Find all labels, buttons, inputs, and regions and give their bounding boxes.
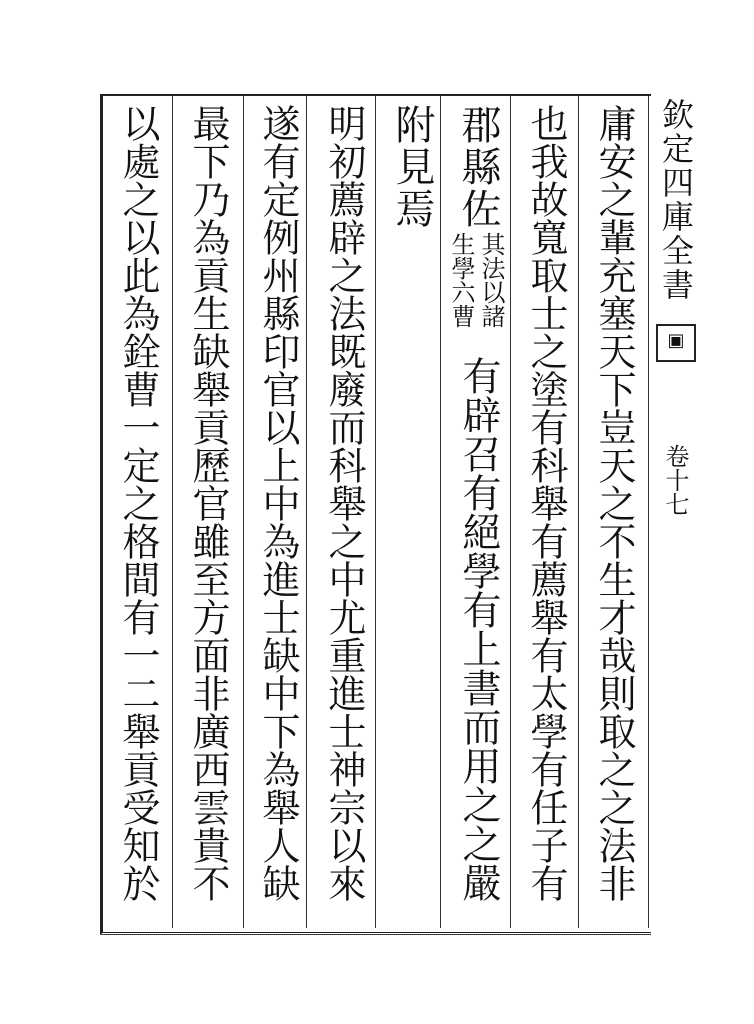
- text-column-3-head: 郡縣佐: [455, 104, 501, 230]
- column-rule: [578, 96, 579, 928]
- text-column-4: 附見焉: [389, 104, 435, 230]
- text-column-7: 最下乃為貢生缺舉貢歷官雖至方面非廣西雲貴不: [186, 104, 230, 902]
- text-column-1: 庸安之輩充塞天下豈天之不生才哉則取之之法非: [592, 104, 636, 902]
- column-rule: [375, 96, 376, 928]
- column-rule: [648, 96, 649, 928]
- column-rule: [510, 96, 511, 928]
- bottom-border-decoration: [100, 934, 650, 939]
- text-column-6: 遂有定例州縣印官以上中為進士缺中下為舉人缺: [256, 104, 300, 902]
- column-rule: [243, 96, 244, 928]
- book-title: 欽定四庫全書: [657, 98, 695, 302]
- annotation-line-2: 生學六曹: [447, 232, 475, 328]
- seal-stamp: ▣: [656, 324, 696, 362]
- text-column-2: 也我故寬取士之塗有科舉有薦舉有太學有任子有: [524, 104, 568, 902]
- text-column-8: 以處之以此為銓曹一定之格間有一二舉貢受知於: [116, 104, 160, 902]
- column-rule: [440, 96, 441, 928]
- text-column-3-tail: 有辟召有絕學有上書而用之之嚴: [456, 356, 501, 902]
- column-rule: [172, 96, 173, 928]
- margin-column: [652, 94, 698, 930]
- column-rule: [306, 96, 307, 928]
- text-column-5: 明初薦辟之法既廢而科舉之中尤重進士神宗以來: [322, 104, 366, 902]
- volume-number: 卷十七: [661, 444, 689, 516]
- annotation-line-1: 其法以諸: [477, 232, 505, 328]
